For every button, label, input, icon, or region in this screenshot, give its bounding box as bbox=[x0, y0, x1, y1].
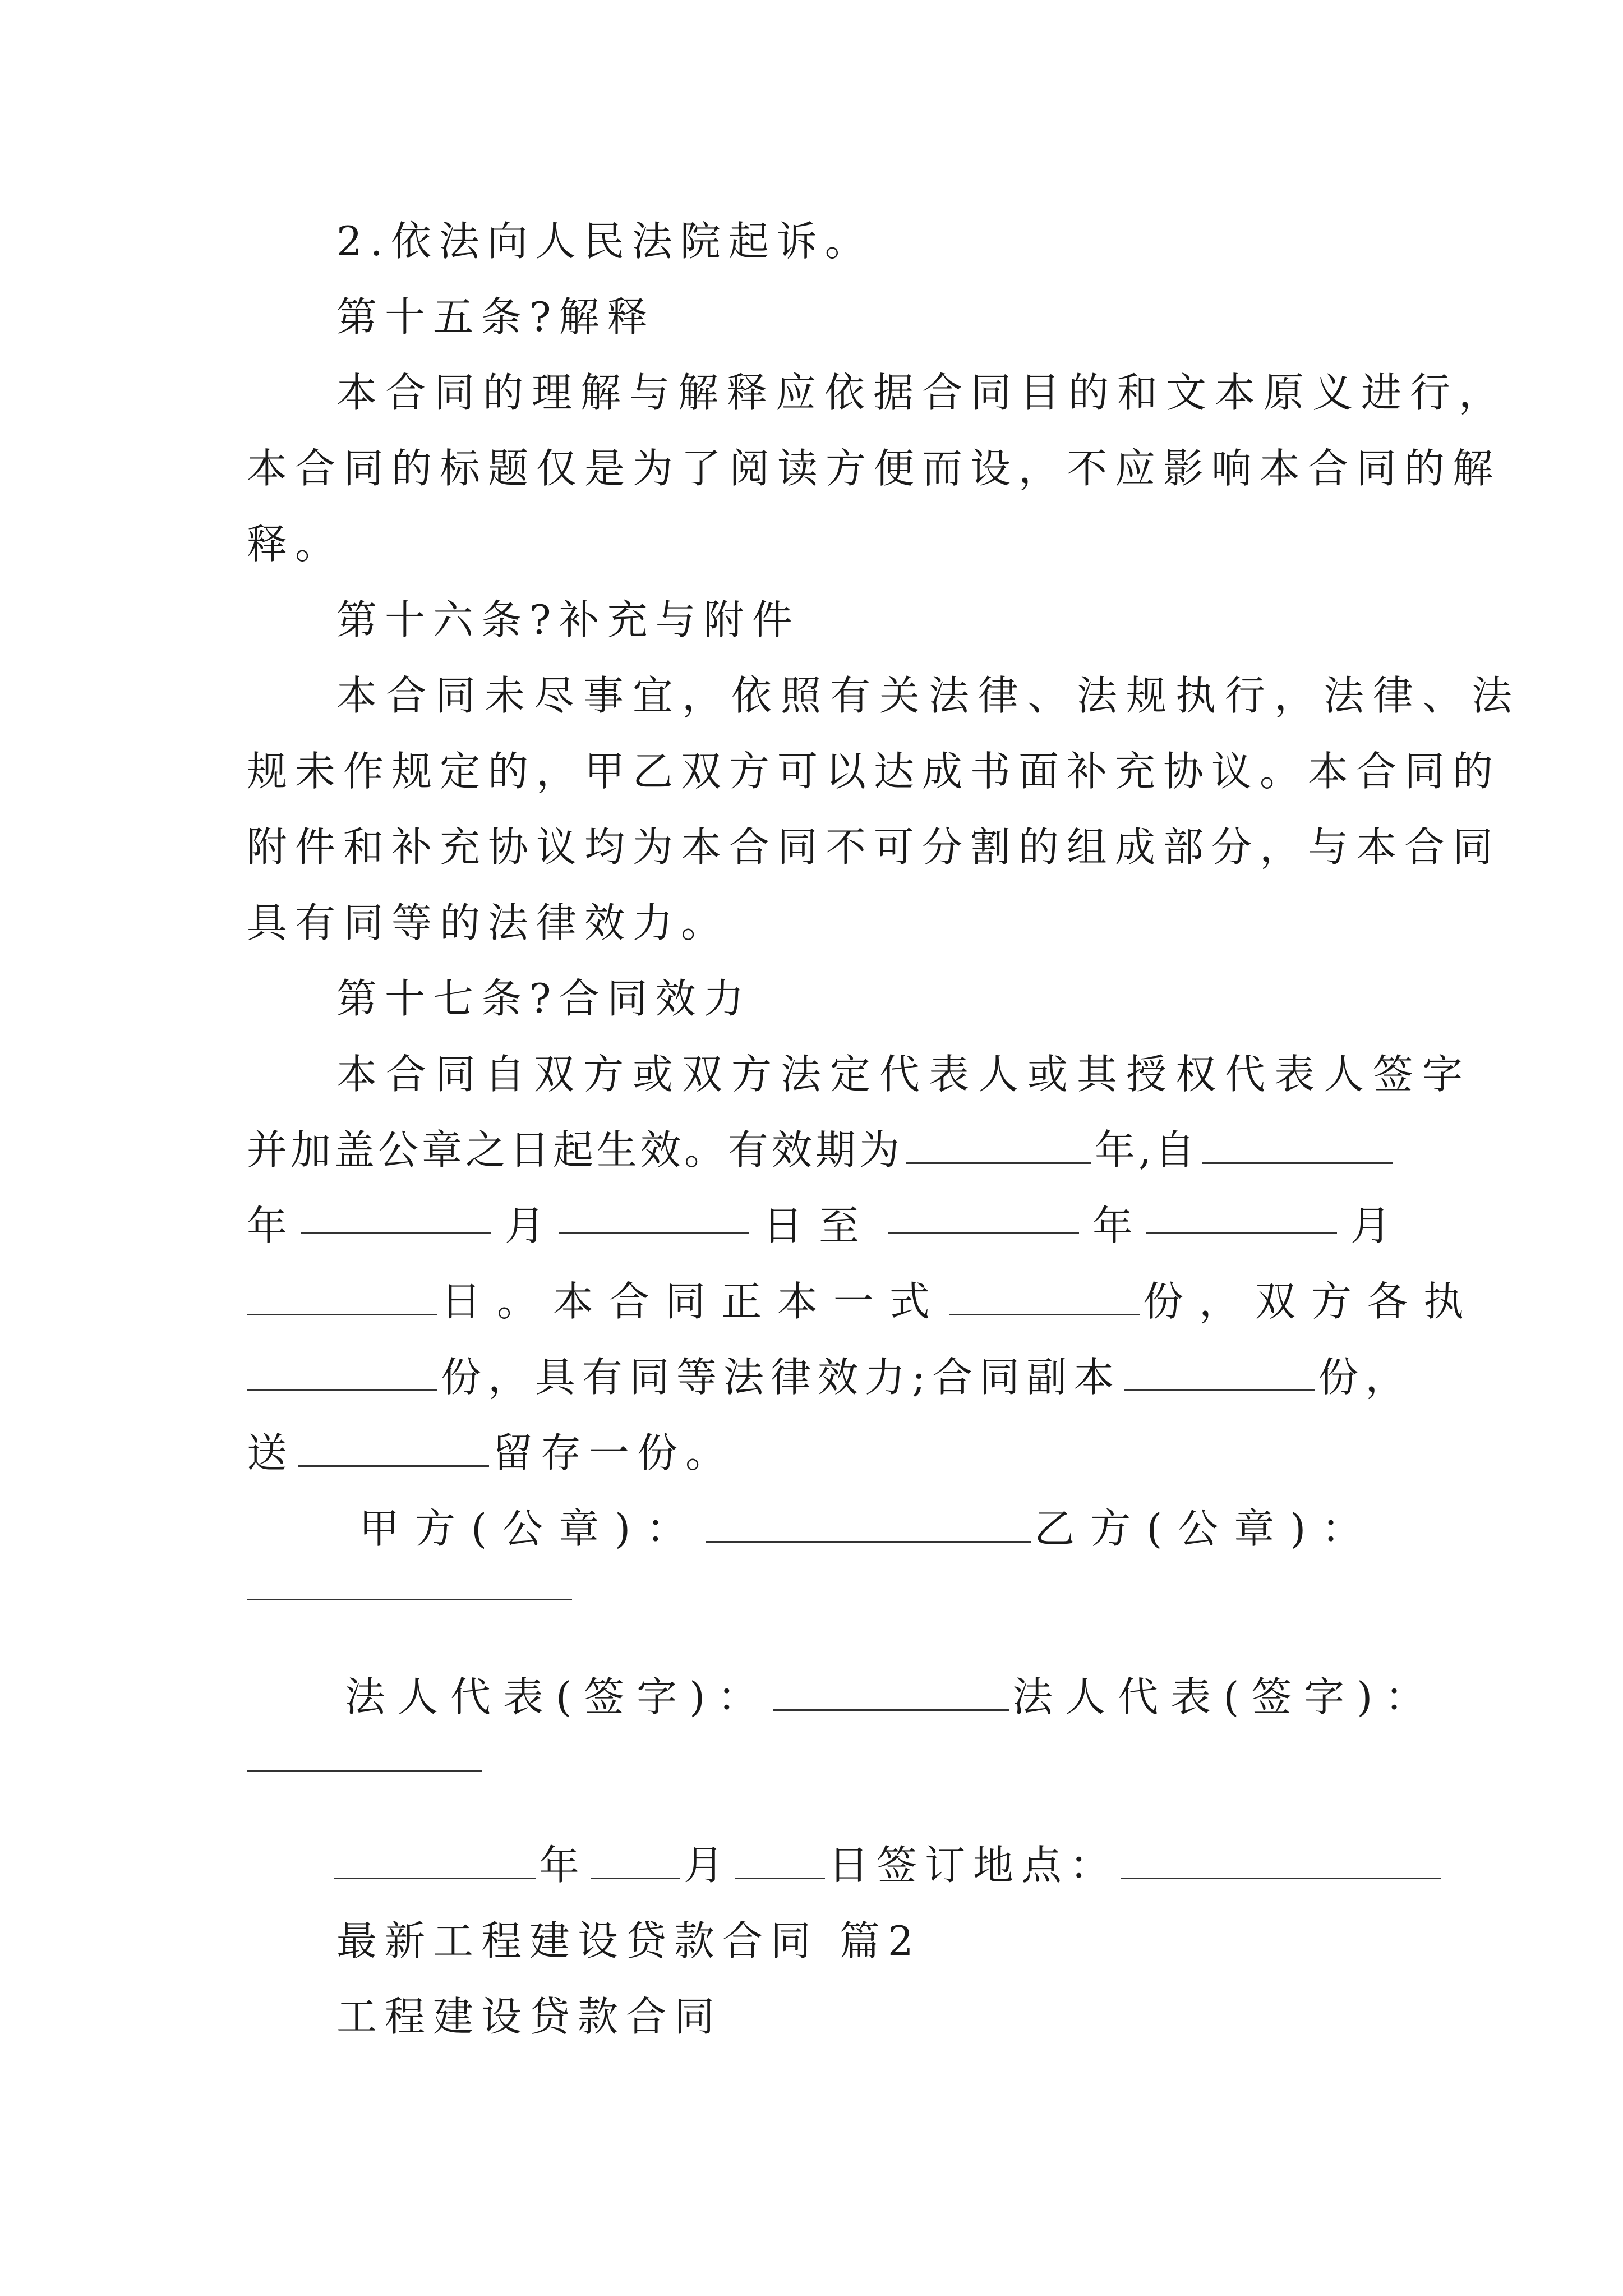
blank-field[interactable] bbox=[906, 1128, 1091, 1164]
paragraph-line: 本合同未尽事宜，依照有关法律、法规执行，法律、法 bbox=[336, 672, 1521, 719]
text-segment: 日签订地点： bbox=[828, 1842, 1118, 1889]
blank-field[interactable] bbox=[334, 1843, 536, 1879]
blank-field[interactable] bbox=[1146, 1198, 1337, 1234]
blank-field[interactable] bbox=[735, 1843, 825, 1879]
section-heading: 最新工程建设贷款合同 篇2 bbox=[336, 1917, 921, 1964]
paragraph-line bbox=[247, 1198, 1391, 1254]
blank-field[interactable] bbox=[301, 1198, 491, 1234]
blank-field[interactable] bbox=[949, 1279, 1140, 1315]
blank-field[interactable] bbox=[247, 1355, 437, 1391]
party-a-representative-label: 法人代表(签字)： bbox=[345, 1673, 771, 1720]
party-a-seal-label: 甲方(公章)： bbox=[359, 1505, 703, 1552]
article-heading: 第十六条?补充与附件 bbox=[336, 596, 800, 643]
paragraph-line bbox=[247, 1122, 1391, 1178]
paragraph-line: 本合同的标题仅是为了阅读方便而设，不应影响本合同的解 bbox=[247, 445, 1501, 492]
blank-field[interactable] bbox=[298, 1430, 489, 1467]
blank-field[interactable] bbox=[888, 1198, 1079, 1234]
text-segment: 份，双方各执 bbox=[1143, 1278, 1480, 1325]
paragraph-line: 具有同等的法律效力。 bbox=[247, 899, 730, 946]
blank-field[interactable] bbox=[247, 1279, 437, 1315]
party-b-representative-label: 法人代表(签字)： bbox=[1012, 1673, 1438, 1720]
paragraph-line bbox=[247, 1273, 1480, 1329]
blank-field[interactable] bbox=[591, 1843, 680, 1879]
text-segment: 月 bbox=[1350, 1202, 1391, 1249]
paragraph-line bbox=[247, 1425, 1391, 1481]
blank-field[interactable] bbox=[1121, 1843, 1441, 1879]
text-segment: 年 bbox=[1092, 1202, 1133, 1249]
text-segment: 日至 bbox=[762, 1202, 875, 1249]
signature-line bbox=[345, 1669, 1438, 1725]
blank-field[interactable] bbox=[1124, 1355, 1315, 1391]
signing-date-line bbox=[334, 1837, 1391, 1893]
section-title: 工程建设贷款合同 bbox=[336, 1993, 723, 2040]
text-segment: 日。本合同正本一式 bbox=[441, 1278, 946, 1325]
text-segment: 份，具有同等法律效力;合同副本 bbox=[441, 1354, 1121, 1401]
paragraph-line: 本合同的理解与解释应依据合同目的和文本原义进行， bbox=[336, 369, 1508, 416]
article-heading: 第十五条?解释 bbox=[336, 293, 656, 341]
text-segment: 年 bbox=[247, 1202, 288, 1249]
text-segment: 留存一份。 bbox=[492, 1429, 734, 1476]
text-segment: 并加盖公章之日起生效。有效期为 bbox=[247, 1126, 903, 1174]
text-segment: 月 bbox=[684, 1842, 732, 1889]
text-segment: 年 bbox=[539, 1842, 588, 1889]
blank-field[interactable] bbox=[706, 1506, 1031, 1543]
party-b-seal-label: 乙方(公章)： bbox=[1034, 1505, 1378, 1552]
paragraph-line: 附件和补充协议均为本合同不可分割的组成部分，与本合同 bbox=[247, 823, 1501, 871]
article-heading: 第十七条?合同效力 bbox=[336, 975, 752, 1022]
blank-field[interactable] bbox=[247, 1599, 572, 1600]
paragraph-line: 释。 bbox=[247, 521, 344, 568]
text-segment: 年,自 bbox=[1095, 1126, 1198, 1174]
paragraph-line: 2.依法向人民法院起诉。 bbox=[336, 218, 873, 265]
paragraph-line: 规未作规定的，甲乙双方可以达成书面补充协议。本合同的 bbox=[247, 748, 1501, 795]
blank-field[interactable] bbox=[247, 1770, 482, 1772]
paragraph-line bbox=[247, 1349, 1413, 1405]
signature-line bbox=[359, 1501, 1391, 1557]
blank-field[interactable] bbox=[773, 1674, 1009, 1711]
blank-field[interactable] bbox=[559, 1198, 749, 1234]
blank-field[interactable] bbox=[1202, 1128, 1393, 1164]
text-segment: 月 bbox=[504, 1202, 545, 1249]
text-segment: 送 bbox=[247, 1429, 296, 1476]
text-segment: 份， bbox=[1318, 1354, 1413, 1401]
paragraph-line: 本合同自双方或双方法定代表人或其授权代表人签字 bbox=[336, 1051, 1472, 1098]
